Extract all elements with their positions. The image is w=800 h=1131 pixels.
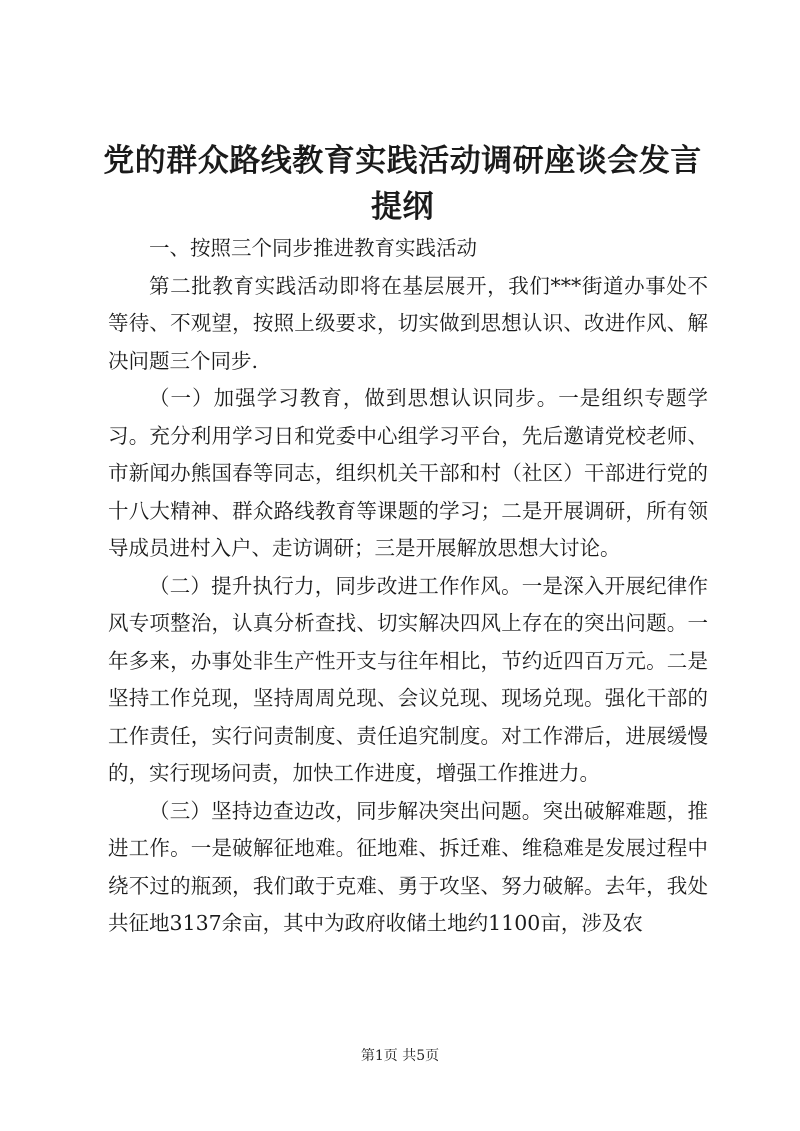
page-number-footer: 第1页 共5页 — [360, 1048, 440, 1064]
body-paragraph: 第二批教育实践活动即将在基层展开，我们***街道办事处不等待、不观望，按照上级要求，切实做到思想认识、改进作风、解决问题三个同步. — [108, 273, 708, 373]
section-heading: 一、按照三个同步推进教育实践活动 — [149, 236, 477, 260]
document-title: 党的群众路线教育实践活动调研座谈会发言提纲 — [103, 143, 702, 225]
body-paragraph: （三）坚持边查边改，同步解决突出问题。突出破解难题，推进工作。一是破解征地难。征地难、拆迁难、维稳难是发展过程中绕不过的瓶颈，我们敢于克难、勇于攻坚、努力破解。去年，我处共征地3137余亩，其中为政府收储土地约1100亩，涉及农 — [108, 798, 708, 935]
body-paragraph: （一）加强学习教育，做到思想认识同步。一是组织专题学习。充分利用学习日和党委中心组学习平台，先后邀请党校老师、市新闻办熊国春等同志，组织机关干部和村（社区）干部进行党的十八大精神、群众路线教育等课题的学习；二是开展调研，所有领导成员进村入户、走访调研；三是开展解放思想大讨论。 — [108, 386, 708, 560]
body-paragraph: （二）提升执行力，同步改进工作作风。一是深入开展纪律作风专项整治，认真分析查找、切实解决四风上存在的突出问题。一年多来，办事处非生产性开支与往年相比，节约近四百万元。二是坚持工作兑现，坚持周周兑现、会议兑现、现场兑现。强化干部的工作责任，实行问责制度、责任追究制度。对工作滞后，进展缓慢的，实行现场问责，加快工作进度，增强工作推进力。 — [108, 573, 708, 785]
document-body — [108, 230, 708, 943]
